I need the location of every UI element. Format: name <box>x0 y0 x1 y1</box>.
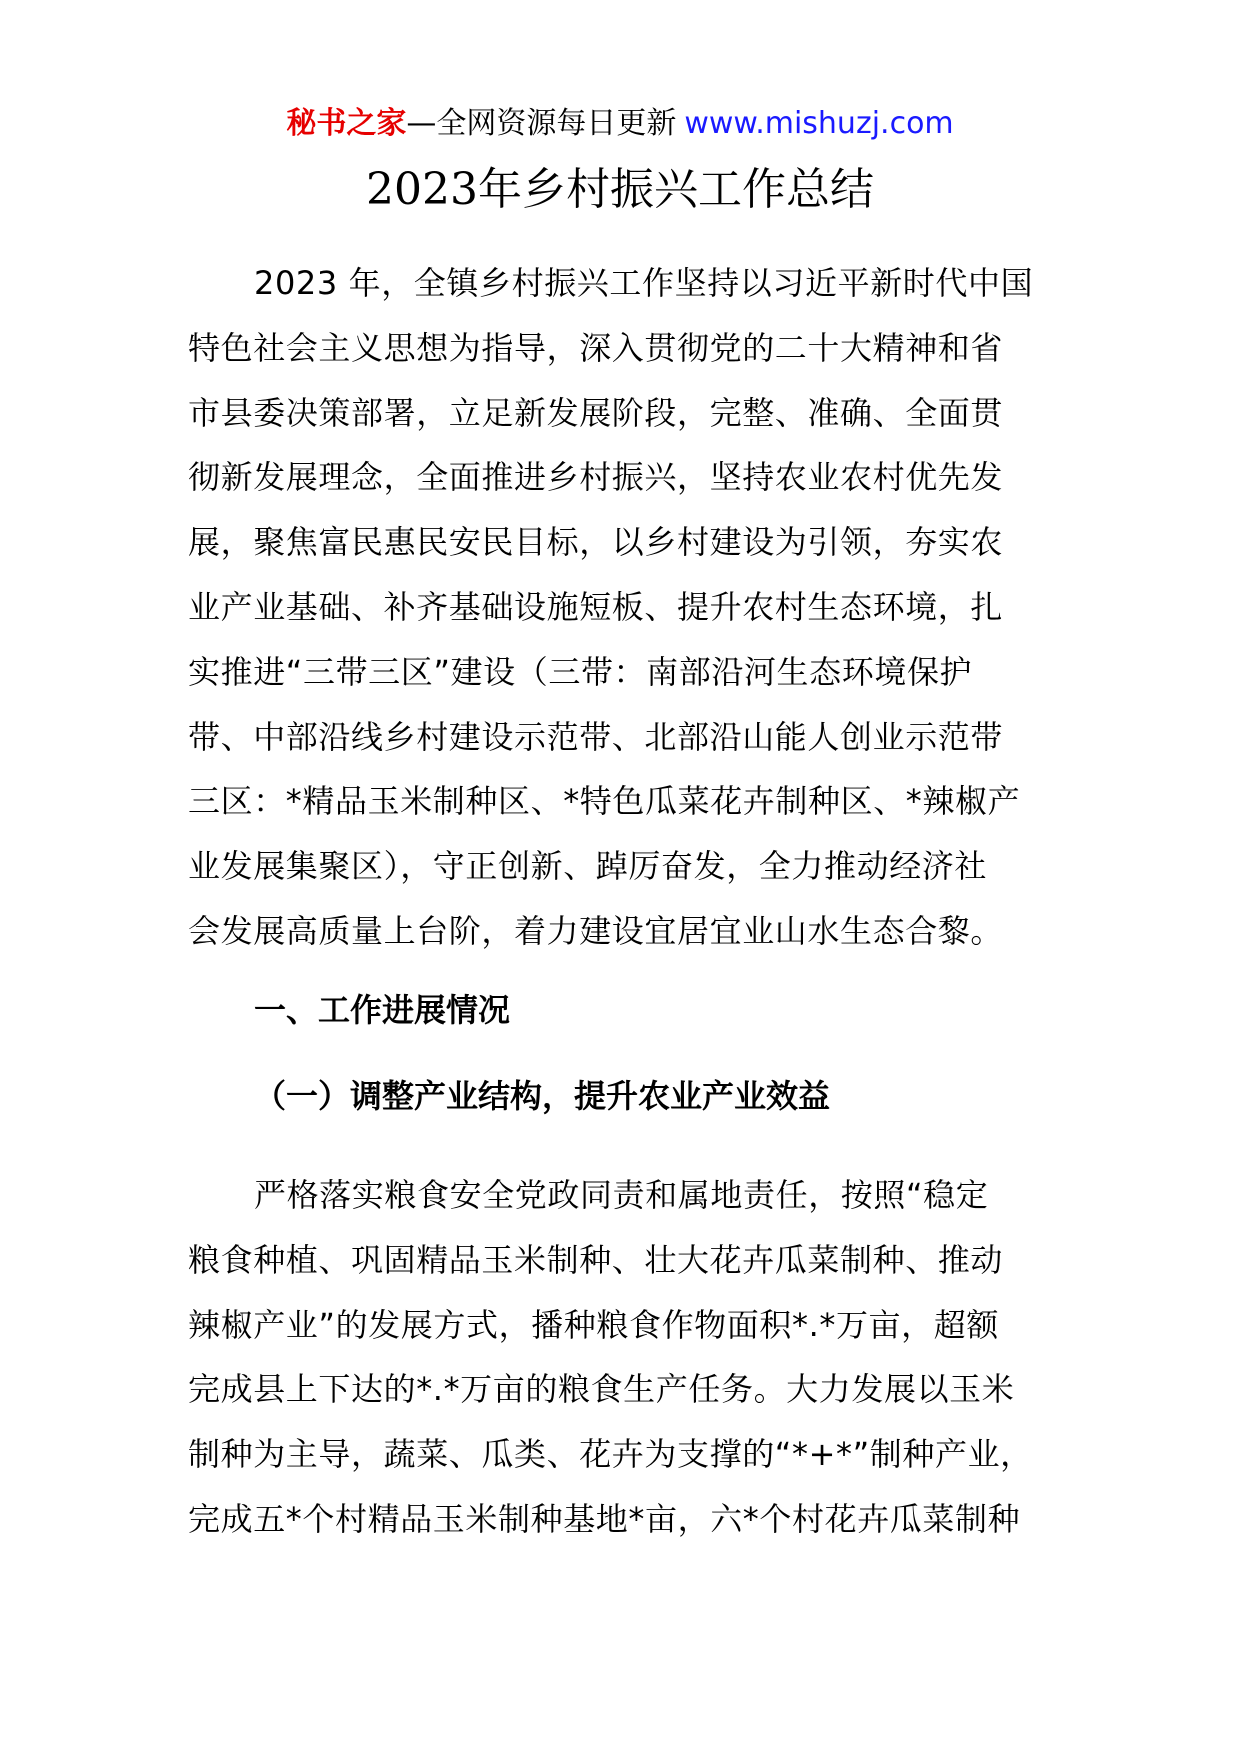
text-line: 完成县上下达的*.*万亩的粮食生产任务。大力发展以玉米 <box>188 1370 1015 1409</box>
section-heading: 一、工作进展情况 <box>254 991 511 1029</box>
subsection-heading: （一）调整产业结构，提升农业产业效益 <box>254 1077 831 1115</box>
header-banner <box>0 104 1240 144</box>
text-line: 业发展集聚区），守正创新、踔厉奋发，全力推动经济社 <box>188 847 988 886</box>
text-line: 市县委决策部署，立足新发展阶段，完整、准确、全面贯 <box>188 393 1004 432</box>
header-tagline: —全网资源每日更新 <box>406 106 677 141</box>
site-url-link[interactable]: www.mishuzj.com <box>684 106 954 141</box>
text-line: 带、中部沿线乡村建设示范带、北部沿山能人创业示范带 <box>188 717 1004 756</box>
text-line: 完成五*个村精品玉米制种基地*亩，六*个村花卉瓜菜制种 <box>188 1499 1021 1538</box>
text-line: 彻新发展理念，全面推进乡村振兴，坚持农业农村优先发 <box>188 458 1004 497</box>
document-title <box>0 160 1240 220</box>
text-line: 2023 年，全镇乡村振兴工作坚持以习近平新时代中国 <box>254 264 1034 302</box>
text-line: 实推进“三带三区”建设（三带：南部沿河生态环境保护 <box>188 652 973 691</box>
paragraph-industry <box>188 1163 1068 1552</box>
brand-name: 秘书之家 <box>286 106 407 141</box>
text-line: 业产业基础、补齐基础设施短板、提升农村生态环境，扎 <box>188 587 1004 626</box>
text-line: 特色社会主义思想为指导，深入贯彻党的二十大精神和省 <box>188 328 1004 367</box>
text-line: 粮食种植、巩固精品玉米制种、壮大花卉瓜菜制种、推动 <box>188 1240 1004 1279</box>
text-line: 严格落实粮食安全党政同责和属地责任，按照“稳定 <box>254 1176 989 1214</box>
title-text: 年乡村振兴工作总结 <box>477 164 874 215</box>
paragraph-intro <box>188 251 1068 964</box>
text-line: 制种为主导，蔬菜、瓜类、花卉为支撑的“*+*”制种产业， <box>188 1435 1033 1474</box>
text-line: 会发展高质量上台阶，着力建设宜居宜业山水生态合黎。 <box>188 911 1004 950</box>
text-line: 辣椒产业”的发展方式，播种粮食作物面积*.*万亩，超额 <box>188 1305 999 1344</box>
title-year: 2023 <box>366 164 478 215</box>
text-line: 三区：*精品玉米制种区、*特色瓜菜花卉制种区、*辣椒产 <box>188 782 1021 821</box>
text-line: 展，聚焦富民惠民安民目标，以乡村建设为引领，夯实农 <box>188 523 1004 562</box>
